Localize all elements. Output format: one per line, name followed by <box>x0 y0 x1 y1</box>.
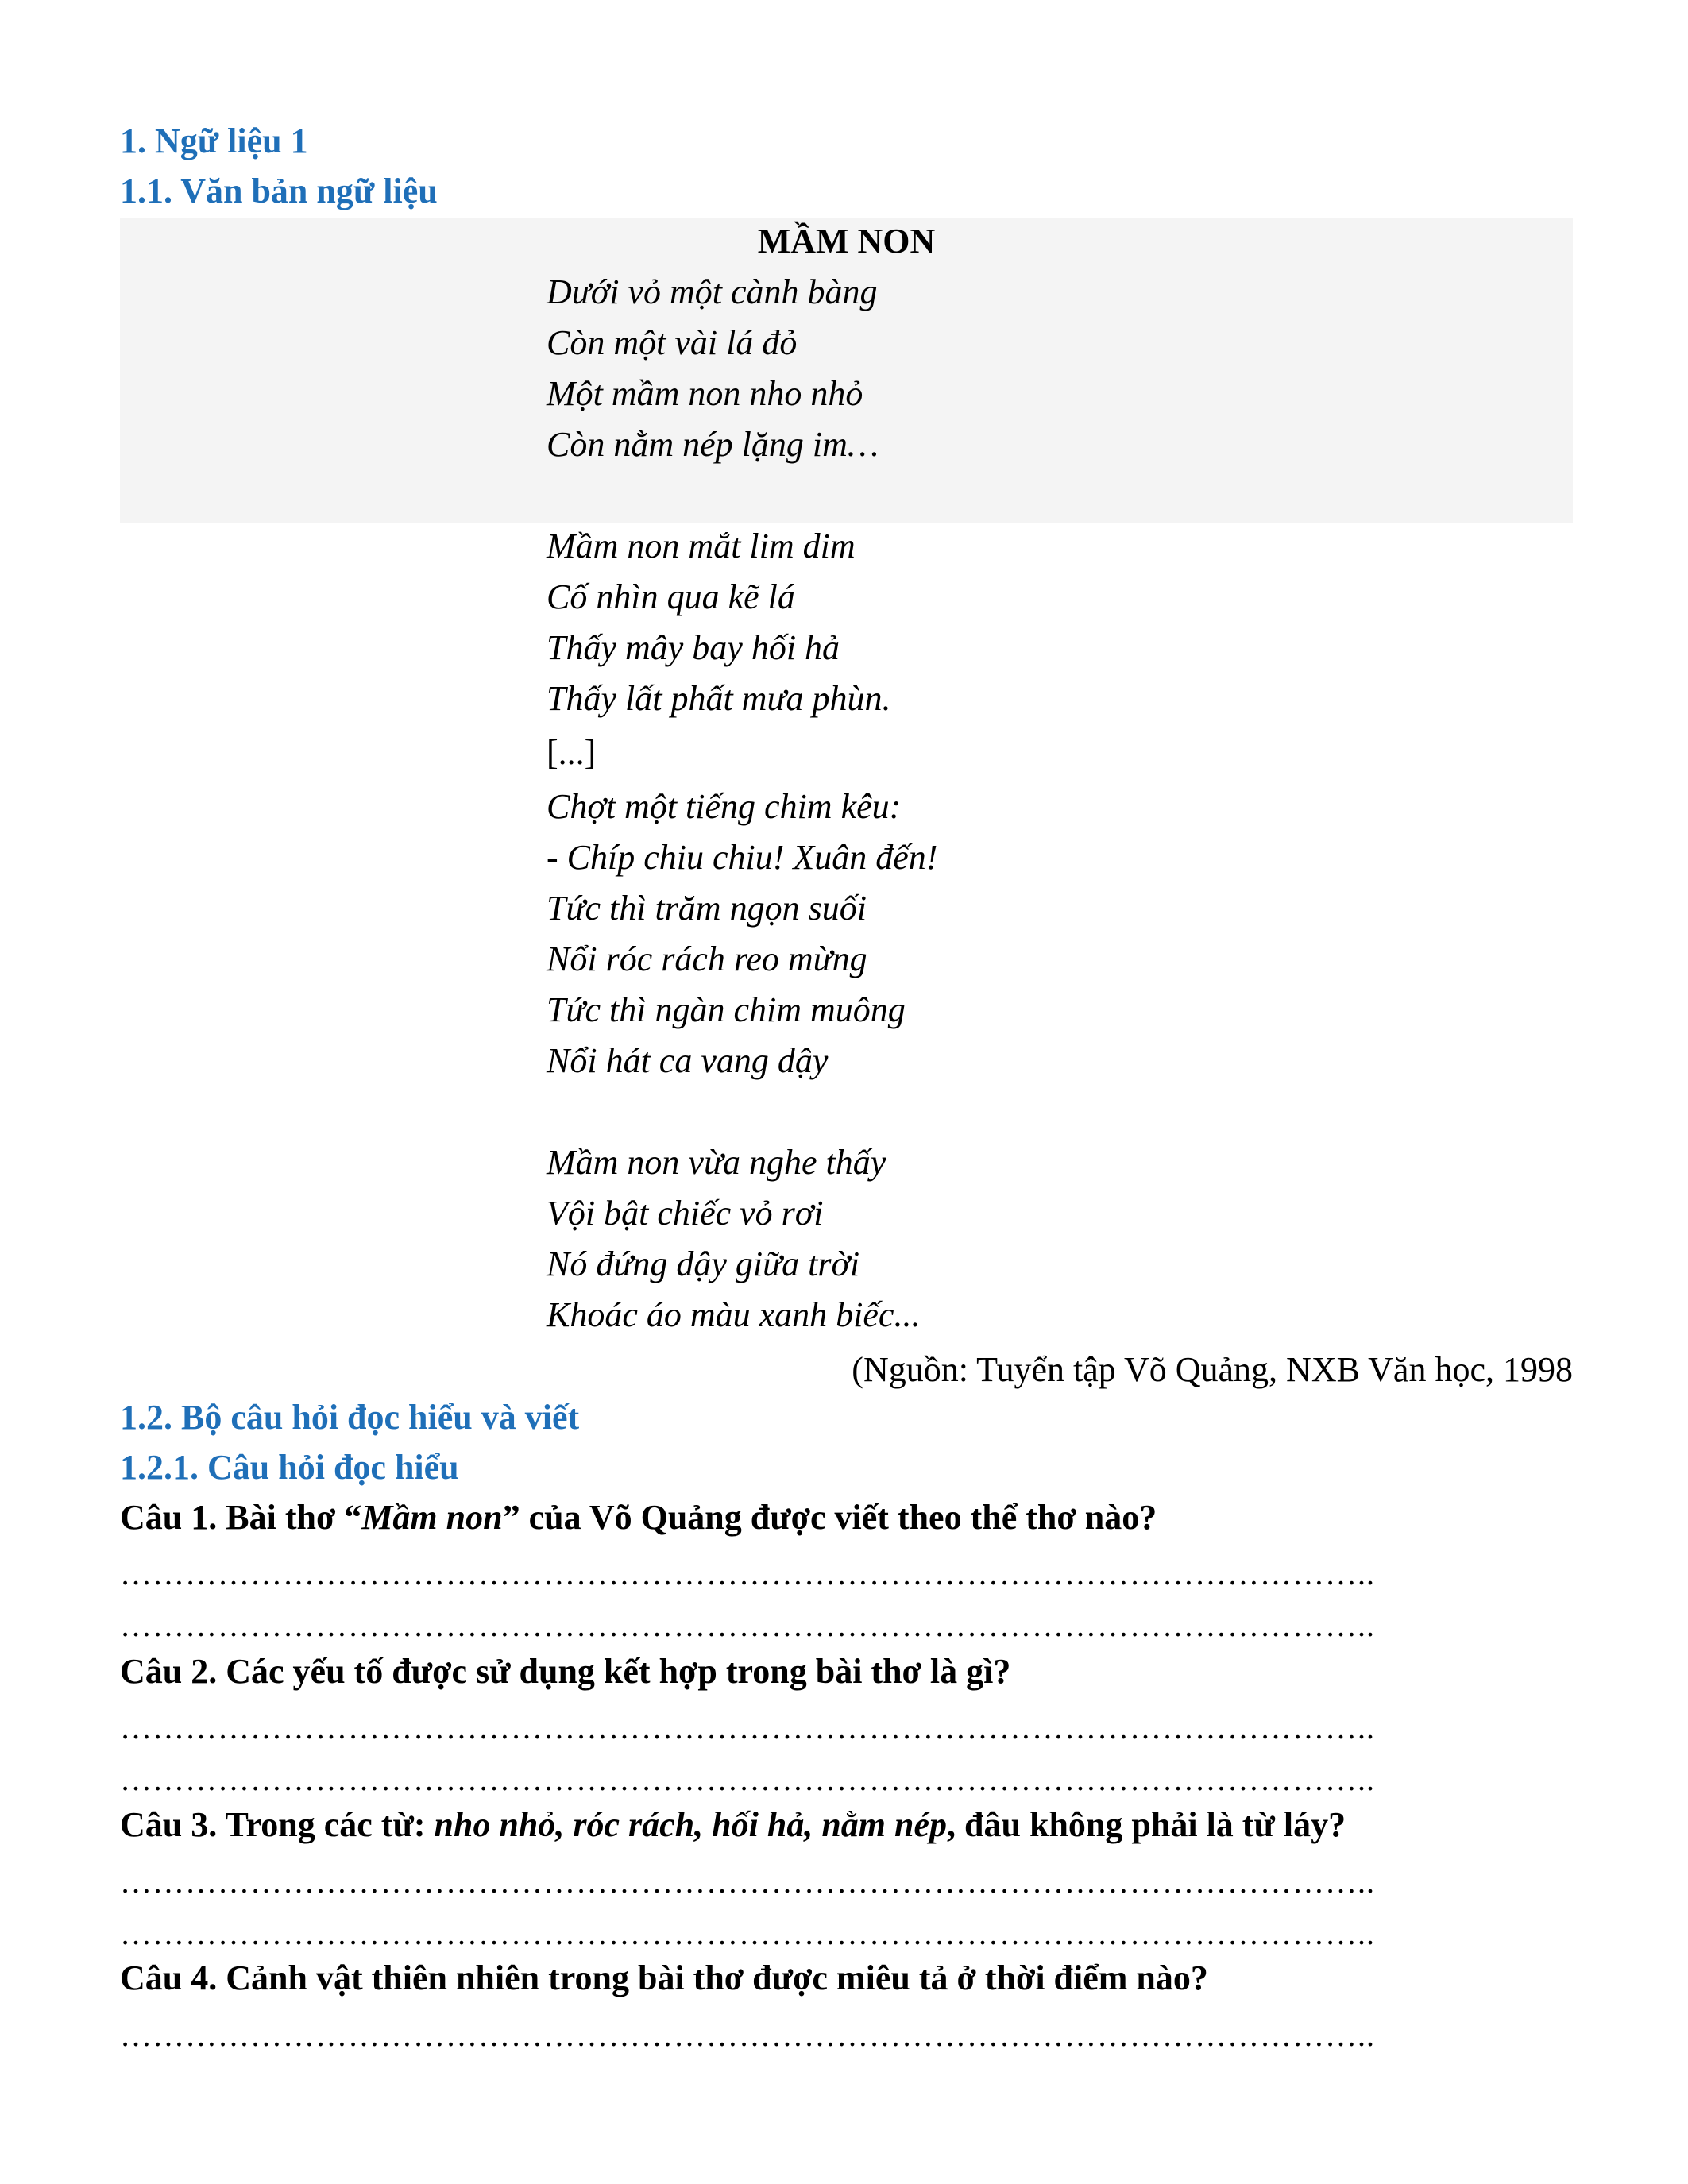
poem-line: Mầm non vừa nghe thấy <box>547 1143 886 1182</box>
poem-title: MẦM NON <box>757 222 936 260</box>
answer-line[interactable]: …………………………………………………………………………………………………….. <box>120 2017 1375 2053</box>
poem-line: Nó đứng dậy giữa trời <box>547 1244 860 1283</box>
question-3: Câu 3. Trong các từ: nho nhỏ, róc rách, hối hả, nằm nép, đâu không phải là từ láy? <box>120 1805 1346 1844</box>
question-1: Câu 1. Bài thơ “Mầm non” của Võ Quảng được viết theo thể thơ nào? <box>120 1498 1157 1537</box>
poem-source: (Nguồn: Tuyển tập Võ Quảng, NXB Văn học, 1998 <box>852 1350 1573 1389</box>
poem-line: Tức thì ngàn chim muông <box>547 990 906 1029</box>
answer-line[interactable]: …………………………………………………………………………………………………….. <box>120 1556 1375 1592</box>
poem-line: Nổi hát ca vang dậy <box>547 1041 829 1080</box>
poem-line: Tức thì trăm ngọn suối <box>547 889 867 928</box>
poem-ellipsis: [...] <box>547 733 597 772</box>
section-heading-1-1: 1.1. Văn bản ngữ liệu <box>120 172 438 210</box>
poem-line: Mầm non mắt lim dim <box>547 527 856 565</box>
answer-line[interactable]: …………………………………………………………………………………………………….. <box>120 1864 1375 1900</box>
answer-line[interactable]: …………………………………………………………………………………………………….. <box>120 1710 1375 1746</box>
poem-line: Thấy lất phất mưa phùn. <box>547 679 891 718</box>
poem-line: Thấy mây bay hối hả <box>547 628 840 667</box>
poem-line: Vội bật chiếc vỏ rơi <box>547 1194 824 1233</box>
question-2: Câu 2. Các yếu tố được sử dụng kết hợp trong bài thơ là gì? <box>120 1652 1011 1691</box>
section-heading-1-2: 1.2. Bộ câu hỏi đọc hiểu và viết <box>120 1398 580 1437</box>
poem-line: Khoác áo màu xanh biếc... <box>547 1295 921 1334</box>
poem-line: Cố nhìn qua kẽ lá <box>547 577 795 616</box>
poem-line: Một mầm non nho nhỏ <box>547 374 863 413</box>
poem-line: - Chíp chiu chiu! Xuân đến! <box>547 838 938 877</box>
answer-line[interactable]: …………………………………………………………………………………………………….. <box>120 1916 1375 1951</box>
poem-line: Còn một vài lá đỏ <box>547 323 798 362</box>
section-heading-1-2-1: 1.2.1. Câu hỏi đọc hiểu <box>120 1448 459 1487</box>
answer-line[interactable]: …………………………………………………………………………………………………….. <box>120 1607 1375 1643</box>
poem-line: Nổi róc rách reo mừng <box>547 940 867 978</box>
answer-line[interactable]: …………………………………………………………………………………………………….. <box>120 1761 1375 1797</box>
poem-line: Dưới vỏ một cành bàng <box>547 272 878 311</box>
question-4: Câu 4. Cảnh vật thiên nhiên trong bài thơ được miêu tả ở thời điểm nào? <box>120 1958 1208 1997</box>
poem-line: Còn nằm nép lặng im… <box>547 425 879 464</box>
section-heading-1: 1. Ngữ liệu 1 <box>120 122 308 160</box>
poem-line: Chợt một tiếng chim kêu: <box>547 787 902 826</box>
